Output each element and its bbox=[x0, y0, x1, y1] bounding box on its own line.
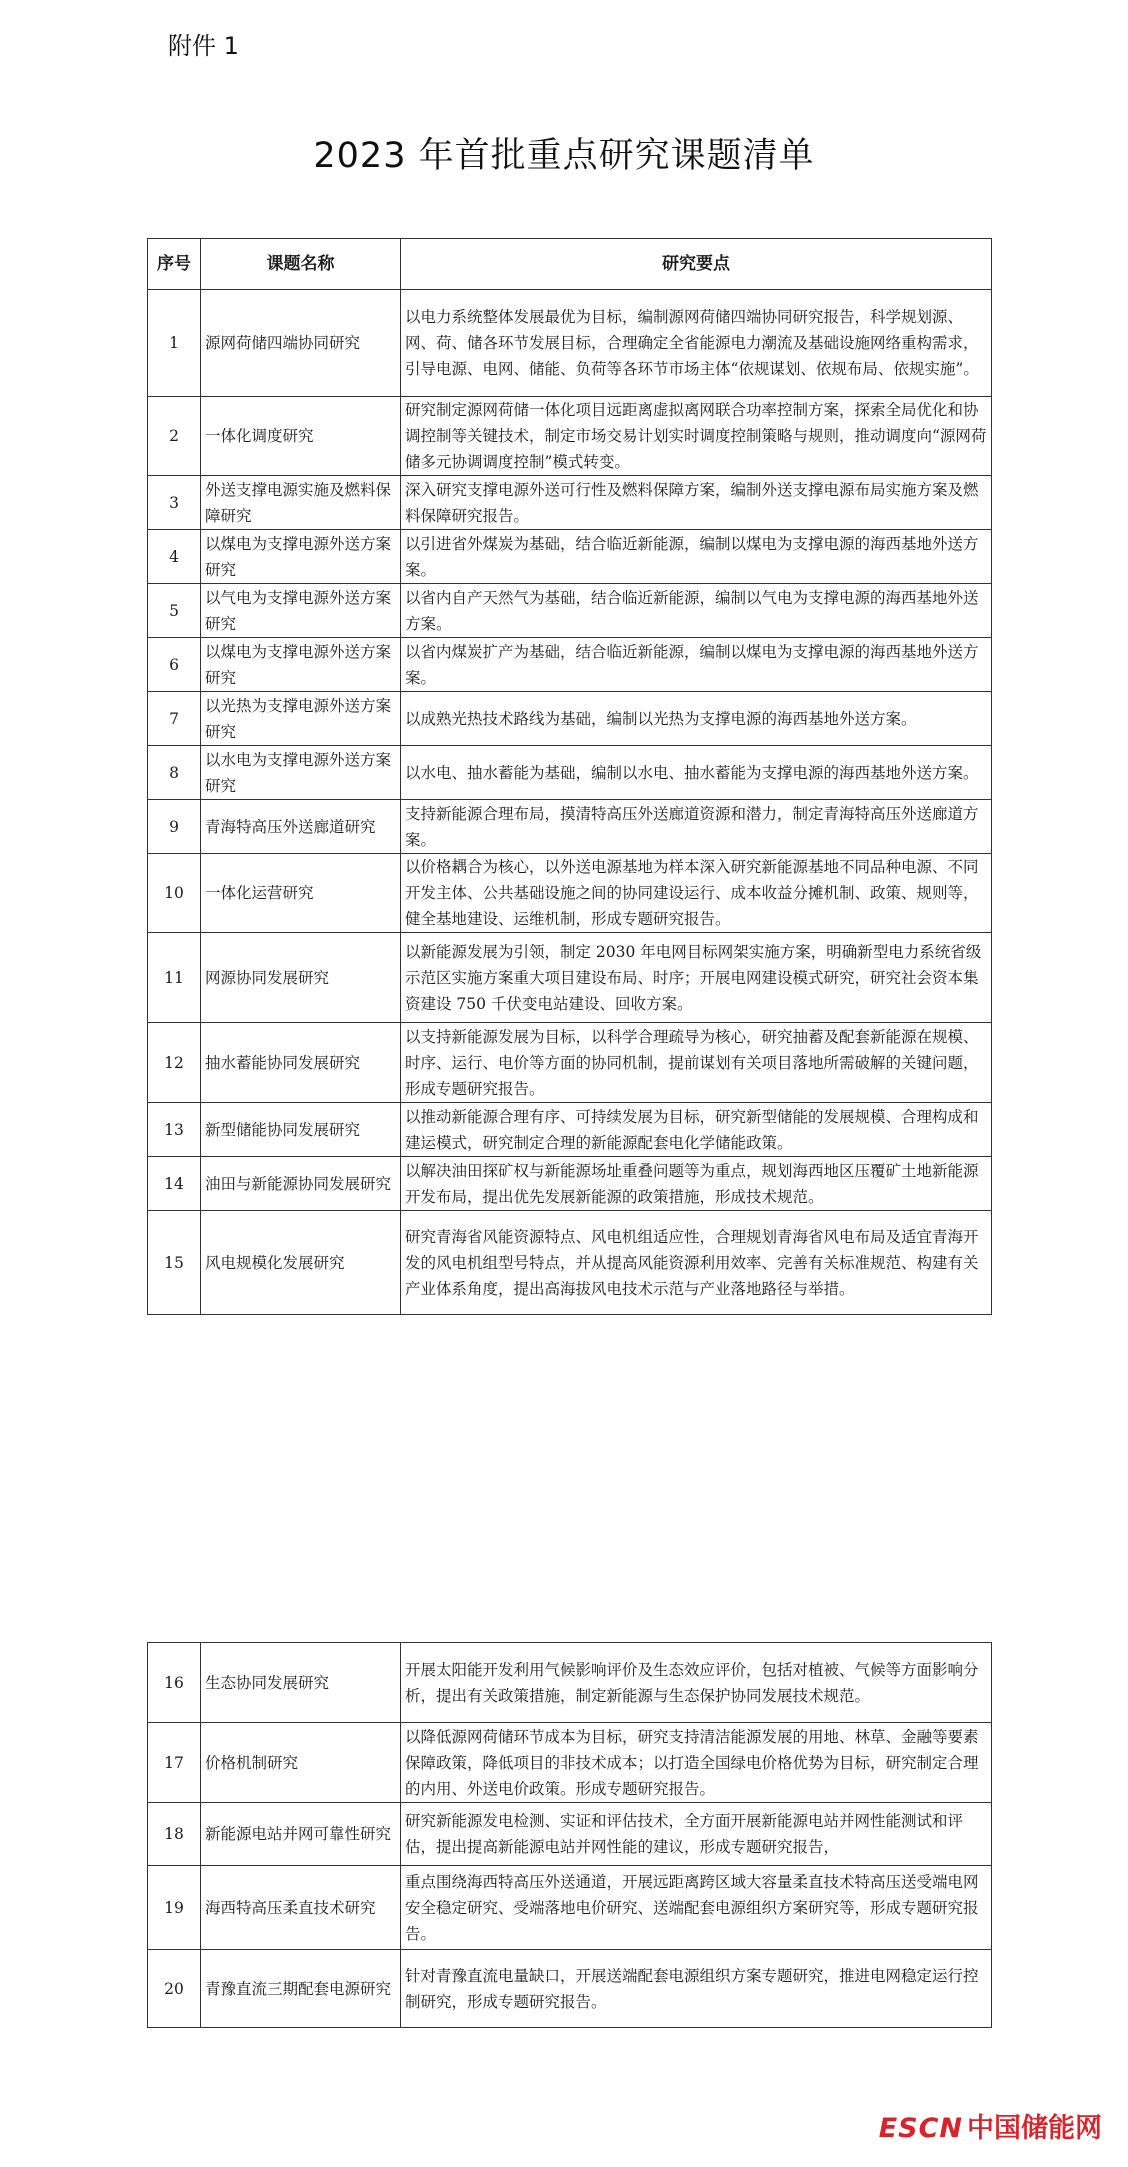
table-row bbox=[148, 854, 992, 933]
topics-table-page-1 bbox=[147, 238, 992, 1315]
row-number: 16 bbox=[148, 1643, 201, 1723]
row-number: 20 bbox=[148, 1950, 201, 2028]
topic-name: 外送支撑电源实施及燃料保障研究 bbox=[201, 476, 401, 530]
row-number: 7 bbox=[148, 692, 201, 746]
row-number: 19 bbox=[148, 1866, 201, 1950]
table-row bbox=[148, 1023, 992, 1103]
topic-name: 一体化运营研究 bbox=[201, 854, 401, 933]
table-row bbox=[148, 584, 992, 638]
research-points: 以引进省外煤炭为基础，结合临近新能源，编制以煤电为支撑电源的海西基地外送方案。 bbox=[401, 530, 992, 584]
row-number: 15 bbox=[148, 1211, 201, 1315]
table-row bbox=[148, 1950, 992, 2028]
research-points: 以解决油田探矿权与新能源场址重叠问题等为重点，规划海西地区压覆矿土地新能源开发布局，提出优先发展新能源的政策措施，形成技术规范。 bbox=[401, 1157, 992, 1211]
table-row bbox=[148, 1723, 992, 1803]
research-points: 针对青豫直流电量缺口，开展送端配套电源组织方案专题研究，推进电网稳定运行控制研究，形成专题研究报告。 bbox=[401, 1950, 992, 2028]
topic-name: 新能源电站并网可靠性研究 bbox=[201, 1803, 401, 1866]
research-points: 以价格耦合为核心，以外送电源基地为样本深入研究新能源基地不同品种电源、不同开发主体、公共基础设施之间的协同建设运行、成本收益分摊机制、政策、规则等，健全基地建设、运维机制，形成专题研究报告。 bbox=[401, 854, 992, 933]
research-points: 以成熟光热技术路线为基础，编制以光热为支撑电源的海西基地外送方案。 bbox=[401, 692, 992, 746]
row-number: 5 bbox=[148, 584, 201, 638]
research-points: 以水电、抽水蓄能为基础，编制以水电、抽水蓄能为支撑电源的海西基地外送方案。 bbox=[401, 746, 992, 800]
table-row bbox=[148, 1643, 992, 1723]
topic-name: 抽水蓄能协同发展研究 bbox=[201, 1023, 401, 1103]
logo-text-en: ESCN bbox=[878, 2113, 963, 2144]
research-points: 以省内自产天然气为基础，结合临近新能源，编制以气电为支撑电源的海西基地外送方案。 bbox=[401, 584, 992, 638]
table-row bbox=[148, 1211, 992, 1315]
row-number: 14 bbox=[148, 1157, 201, 1211]
logo-text-cn: 中国储能网 bbox=[967, 2113, 1102, 2144]
row-number: 8 bbox=[148, 746, 201, 800]
table-row bbox=[148, 746, 992, 800]
table-row bbox=[148, 290, 992, 397]
topic-name: 以气电为支撑电源外送方案研究 bbox=[201, 584, 401, 638]
topic-name: 青豫直流三期配套电源研究 bbox=[201, 1950, 401, 2028]
research-points: 以新能源发展为引领，制定 2030 年电网目标网架实施方案，明确新型电力系统省级示范区实施方案重大项目建设布局、时序；开展电网建设模式研究，研究社会资本集资建设 750 千伏变电站建设、回收方案。 bbox=[401, 933, 992, 1023]
topic-name: 源网荷储四端协同研究 bbox=[201, 290, 401, 397]
topic-name: 以煤电为支撑电源外送方案研究 bbox=[201, 638, 401, 692]
topic-name: 价格机制研究 bbox=[201, 1723, 401, 1803]
research-points: 研究青海省风能资源特点、风电机组适应性，合理规划青海省风电布局及适宜青海开发的风电机组型号特点，并从提高风能资源利用效率、完善有关标准规范、构建有关产业体系角度，提出高海拔风电技术示范与产业落地路径与举措。 bbox=[401, 1211, 992, 1315]
row-number: 2 bbox=[148, 397, 201, 476]
table-row bbox=[148, 530, 992, 584]
table-row bbox=[148, 800, 992, 854]
row-number: 18 bbox=[148, 1803, 201, 1866]
attachment-label: 附件 1 bbox=[168, 32, 239, 60]
row-number: 11 bbox=[148, 933, 201, 1023]
row-number: 6 bbox=[148, 638, 201, 692]
table-row bbox=[148, 1103, 992, 1157]
topic-name: 青海特高压外送廊道研究 bbox=[201, 800, 401, 854]
topic-name: 网源协同发展研究 bbox=[201, 933, 401, 1023]
research-points: 研究制定源网荷储一体化项目远距离虚拟离网联合功率控制方案，探索全局优化和协调控制等关键技术，制定市场交易计划实时调度控制策略与规则，推动调度向“源网荷储多元协调调度控制”模式转变。 bbox=[401, 397, 992, 476]
topic-name: 以煤电为支撑电源外送方案研究 bbox=[201, 530, 401, 584]
row-number: 9 bbox=[148, 800, 201, 854]
header-num: 序号 bbox=[148, 239, 201, 290]
research-points: 研究新能源发电检测、实证和评估技术，全方面开展新能源电站并网性能测试和评估，提出提高新能源电站并网性能的建议，形成专题研究报告， bbox=[401, 1803, 992, 1866]
topic-name: 海西特高压柔直技术研究 bbox=[201, 1866, 401, 1950]
research-points: 以电力系统整体发展最优为目标，编制源网荷储四端协同研究报告，科学规划源、网、荷、储各环节发展目标，合理确定全省能源电力潮流及基础设施网络重构需求，引导电源、电网、储能、负荷等各环节市场主体“依规谋划、依规布局、依规实施”。 bbox=[401, 290, 992, 397]
topic-name: 风电规模化发展研究 bbox=[201, 1211, 401, 1315]
row-number: 1 bbox=[148, 290, 201, 397]
header-points: 研究要点 bbox=[401, 239, 992, 290]
research-points: 以降低源网荷储环节成本为目标，研究支持清洁能源发展的用地、林草、金融等要素保障政策，降低项目的非技术成本；以打造全国绿电价格优势为目标，研究制定合理的内用、外送电价政策。形成专题研究报告。 bbox=[401, 1723, 992, 1803]
table-row bbox=[148, 476, 992, 530]
page-title: 2023 年首批重点研究课题清单 bbox=[313, 136, 815, 176]
table-row bbox=[148, 933, 992, 1023]
topic-name: 以光热为支撑电源外送方案研究 bbox=[201, 692, 401, 746]
research-points: 支持新能源合理布局，摸清特高压外送廊道资源和潜力，制定青海特高压外送廊道方案。 bbox=[401, 800, 992, 854]
research-points: 重点围绕海西特高压外送通道，开展远距离跨区域大容量柔直技术特高压送受端电网安全稳定研究、受端落地电价研究、送端配套电源组织方案研究等，形成专题研究报告。 bbox=[401, 1866, 992, 1950]
row-number: 10 bbox=[148, 854, 201, 933]
row-number: 3 bbox=[148, 476, 201, 530]
topics-table-page-2 bbox=[147, 1642, 992, 2028]
research-points: 深入研究支撑电源外送可行性及燃料保障方案，编制外送支撑电源布局实施方案及燃料保障研究报告。 bbox=[401, 476, 992, 530]
table-row bbox=[148, 638, 992, 692]
topic-name: 新型储能协同发展研究 bbox=[201, 1103, 401, 1157]
topic-name: 以水电为支撑电源外送方案研究 bbox=[201, 746, 401, 800]
research-points: 以支持新能源发展为目标，以科学合理疏导为核心，研究抽蓄及配套新能源在规模、时序、运行、电价等方面的协同机制，提前谋划有关项目落地所需破解的关键问题，形成专题研究报告。 bbox=[401, 1023, 992, 1103]
row-number: 12 bbox=[148, 1023, 201, 1103]
table-row bbox=[148, 692, 992, 746]
row-number: 17 bbox=[148, 1723, 201, 1803]
header-name: 课题名称 bbox=[201, 239, 401, 290]
row-number: 13 bbox=[148, 1103, 201, 1157]
topic-name: 油田与新能源协同发展研究 bbox=[201, 1157, 401, 1211]
table-header-row bbox=[148, 239, 992, 290]
row-number: 4 bbox=[148, 530, 201, 584]
table-row bbox=[148, 397, 992, 476]
table-row bbox=[148, 1803, 992, 1866]
topic-name: 生态协同发展研究 bbox=[201, 1643, 401, 1723]
research-points: 以推动新能源合理有序、可持续发展为目标，研究新型储能的发展规模、合理构成和建运模式，研究制定合理的新能源配套电化学储能政策。 bbox=[401, 1103, 992, 1157]
table-row bbox=[148, 1866, 992, 1950]
escn-logo bbox=[879, 2106, 1102, 2145]
topic-name: 一体化调度研究 bbox=[201, 397, 401, 476]
table-row bbox=[148, 1157, 992, 1211]
research-points: 开展太阳能开发利用气候影响评价及生态效应评价，包括对植被、气候等方面影响分析，提出有关政策措施，制定新能源与生态保护协同发展技术规范。 bbox=[401, 1643, 992, 1723]
research-points: 以省内煤炭扩产为基础，结合临近新能源，编制以煤电为支撑电源的海西基地外送方案。 bbox=[401, 638, 992, 692]
